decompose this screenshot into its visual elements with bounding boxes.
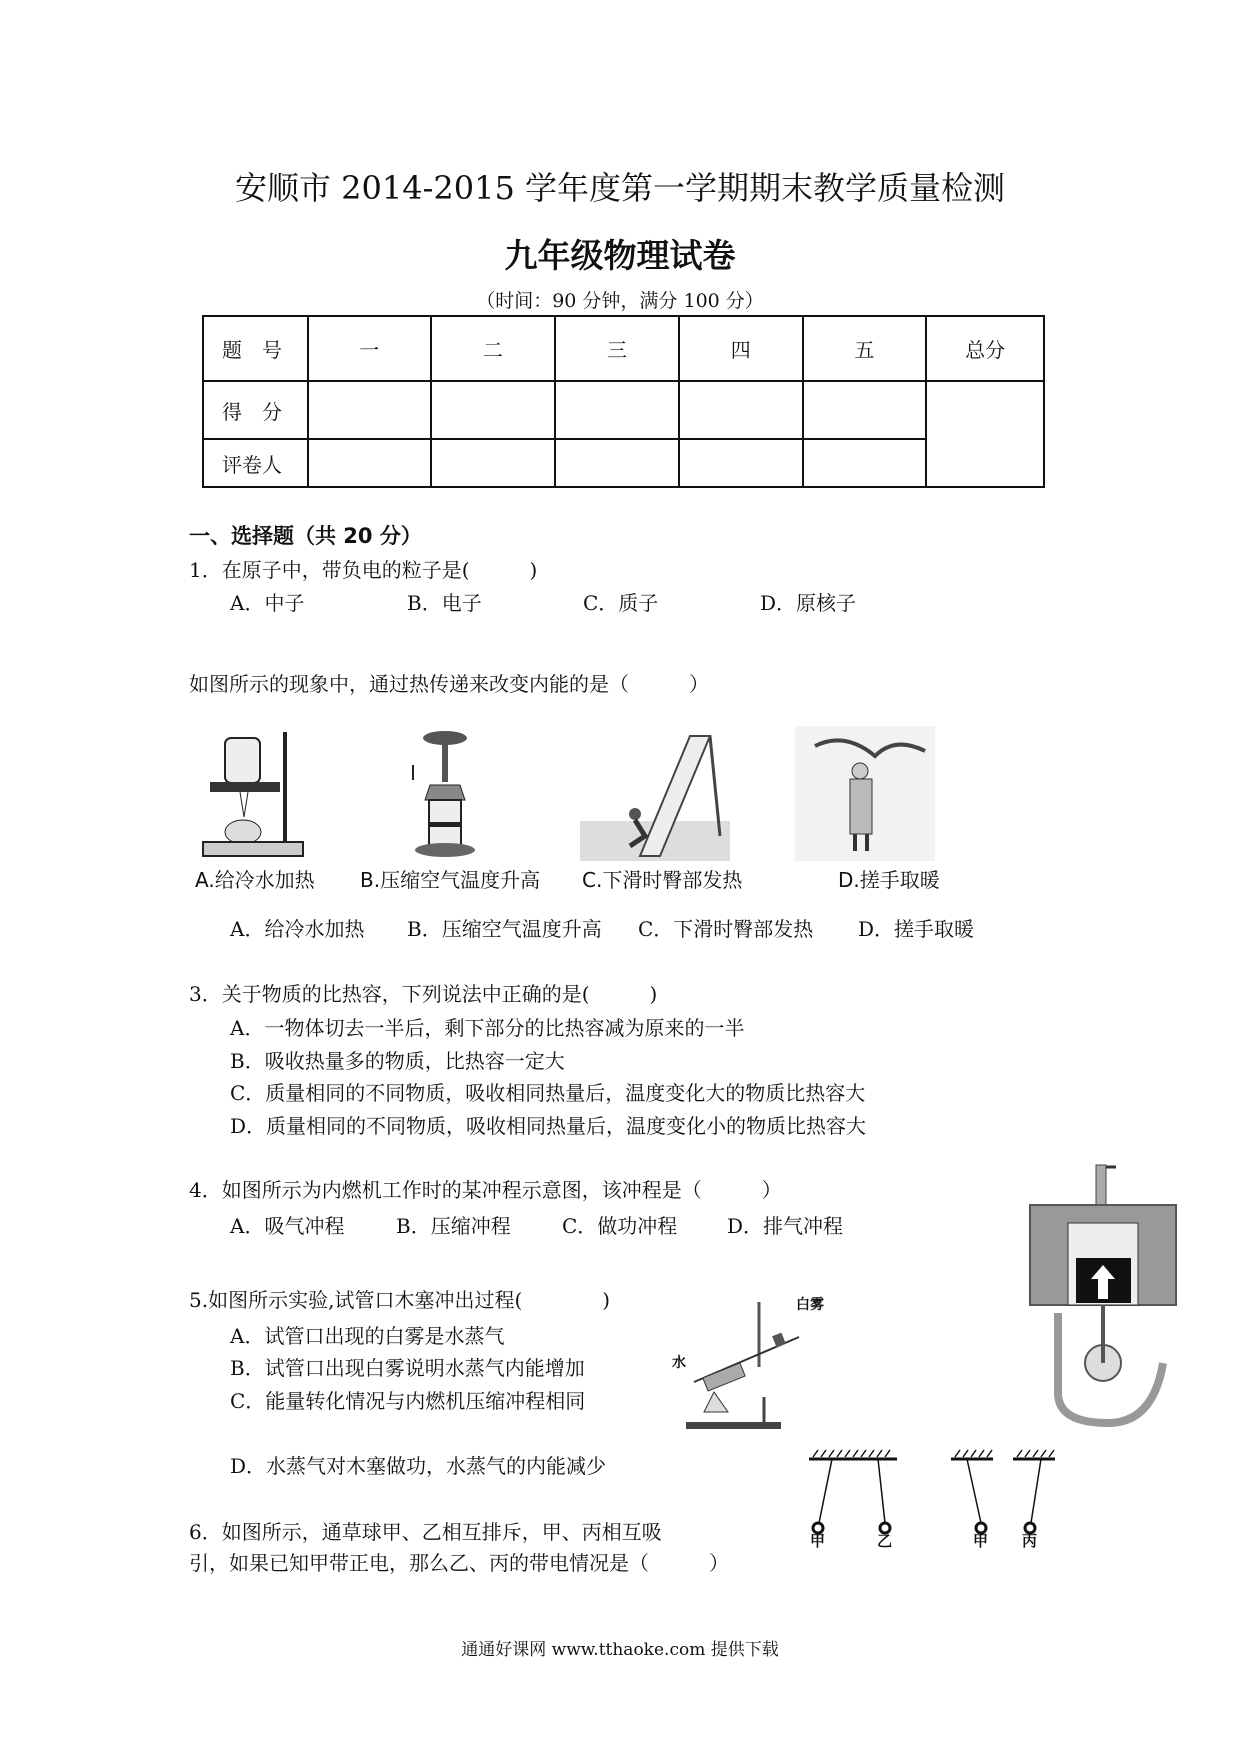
- table-row: [203, 316, 1044, 381]
- option-a: A．吸气冲程: [230, 1214, 345, 1238]
- option-d: D．排气冲程: [727, 1214, 844, 1238]
- option-c: C．下滑时臀部发热: [638, 917, 814, 941]
- option-c: C．质量相同的不同物质，吸收相同热量后，温度变化大的物质比热容大: [230, 1081, 866, 1105]
- figure-caption-d: D.搓手取暖: [838, 868, 940, 892]
- grader-cell[interactable]: [308, 439, 431, 487]
- ball-label-yi: 乙: [877, 1532, 893, 1550]
- figure-caption-b: B.压缩空气温度升高: [360, 868, 541, 892]
- question-1-stem: 1．在原子中，带负电的粒子是( ): [189, 558, 538, 582]
- ball-label-jia: 甲: [973, 1532, 989, 1550]
- question-6-stem-line1: 6．如图所示，通草球甲、乙相互排斥，甲、丙相互吸: [189, 1520, 662, 1544]
- figure-caption-c: C.下滑时臀部发热: [582, 868, 743, 892]
- table-row: [203, 381, 1044, 439]
- column-header: 三: [555, 316, 679, 381]
- score-cell[interactable]: [679, 381, 803, 439]
- option-b: B．压缩冲程: [396, 1214, 511, 1238]
- option-a: A．试管口出现的白雾是水蒸气: [230, 1324, 505, 1348]
- score-cell[interactable]: [803, 381, 927, 439]
- option-b: B．试管口出现白雾说明水蒸气内能增加: [230, 1356, 585, 1380]
- figure-label-white-fog: 白雾: [796, 1297, 824, 1313]
- question-5-stem: 5.如图所示实验,试管口木塞冲出过程( ): [189, 1288, 611, 1312]
- grader-cell[interactable]: [555, 439, 679, 487]
- option-d: D．搓手取暖: [858, 917, 975, 941]
- column-header: 五: [803, 316, 927, 381]
- option-a: A．中子: [230, 591, 305, 615]
- column-header: 四: [679, 316, 803, 381]
- option-b: B．电子: [407, 591, 482, 615]
- total-score-cell[interactable]: [926, 381, 1044, 487]
- heating-water-figure: [195, 730, 310, 860]
- option-c: C．做功冲程: [562, 1214, 678, 1238]
- engine-stroke-figure: [1028, 1163, 1178, 1428]
- score-cell[interactable]: [431, 381, 556, 439]
- option-a: A．一物体切去一半后，剩下部分的比热容减为原来的一半: [230, 1016, 745, 1040]
- question-4-stem: 4．如图所示为内燃机工作时的某冲程示意图，该冲程是（ ）: [189, 1178, 782, 1202]
- option-d: D．质量相同的不同物质，吸收相同热量后，温度变化小的物质比热容大: [230, 1114, 867, 1138]
- footer: 通通好课网 www.tthaoke.com 提供下载: [461, 1640, 779, 1660]
- option-d: D．水蒸气对木塞做功，水蒸气的内能减少: [230, 1454, 607, 1478]
- column-header: 二: [431, 316, 556, 381]
- section-heading: 一、选择题（共 20 分）: [189, 524, 422, 548]
- row-label: 题 号: [203, 316, 308, 381]
- time-note: （时间：90 分钟，满分 100 分）: [476, 290, 764, 312]
- figure-caption-a: A.给冷水加热: [195, 868, 315, 892]
- ball-label-jia: 甲: [810, 1532, 826, 1550]
- slide-figure: [580, 726, 730, 861]
- grader-cell[interactable]: [803, 439, 927, 487]
- option-c: C．质子: [583, 591, 659, 615]
- rubbing-hands-figure: [795, 726, 935, 861]
- column-header: 总分: [926, 316, 1044, 381]
- row-label: 得 分: [203, 381, 308, 439]
- exam-subtitle: 九年级物理试卷: [504, 236, 736, 275]
- table-row: [203, 439, 1044, 487]
- grader-cell[interactable]: [431, 439, 556, 487]
- column-header: 一: [308, 316, 431, 381]
- ball-label-bing: 丙: [1022, 1532, 1038, 1550]
- exam-title: 安顺市 2014-2015 学年度第一学期期末教学质量检测: [234, 169, 1006, 207]
- score-cell[interactable]: [555, 381, 679, 439]
- option-d: D．原核子: [760, 591, 857, 615]
- option-c: C．能量转化情况与内燃机压缩冲程相同: [230, 1389, 586, 1413]
- option-b: B．压缩空气温度升高: [407, 917, 602, 941]
- question-3-stem: 3．关于物质的比热容，下列说法中正确的是( ): [189, 982, 658, 1006]
- option-b: B．吸收热量多的物质，比热容一定大: [230, 1049, 565, 1073]
- question-2-stem: 如图所示的现象中，通过热传递来改变内能的是（ ）: [189, 672, 709, 696]
- question-6-stem-line2: 引，如果已知甲带正电，那么乙、丙的带电情况是（ ）: [189, 1551, 729, 1575]
- score-cell[interactable]: [308, 381, 431, 439]
- air-compression-figure: [405, 730, 485, 860]
- row-label: 评卷人: [203, 439, 308, 487]
- option-a: A．给冷水加热: [230, 917, 365, 941]
- grader-cell[interactable]: [679, 439, 803, 487]
- figure-label-water: 水: [672, 1355, 686, 1371]
- score-table: [202, 315, 1045, 488]
